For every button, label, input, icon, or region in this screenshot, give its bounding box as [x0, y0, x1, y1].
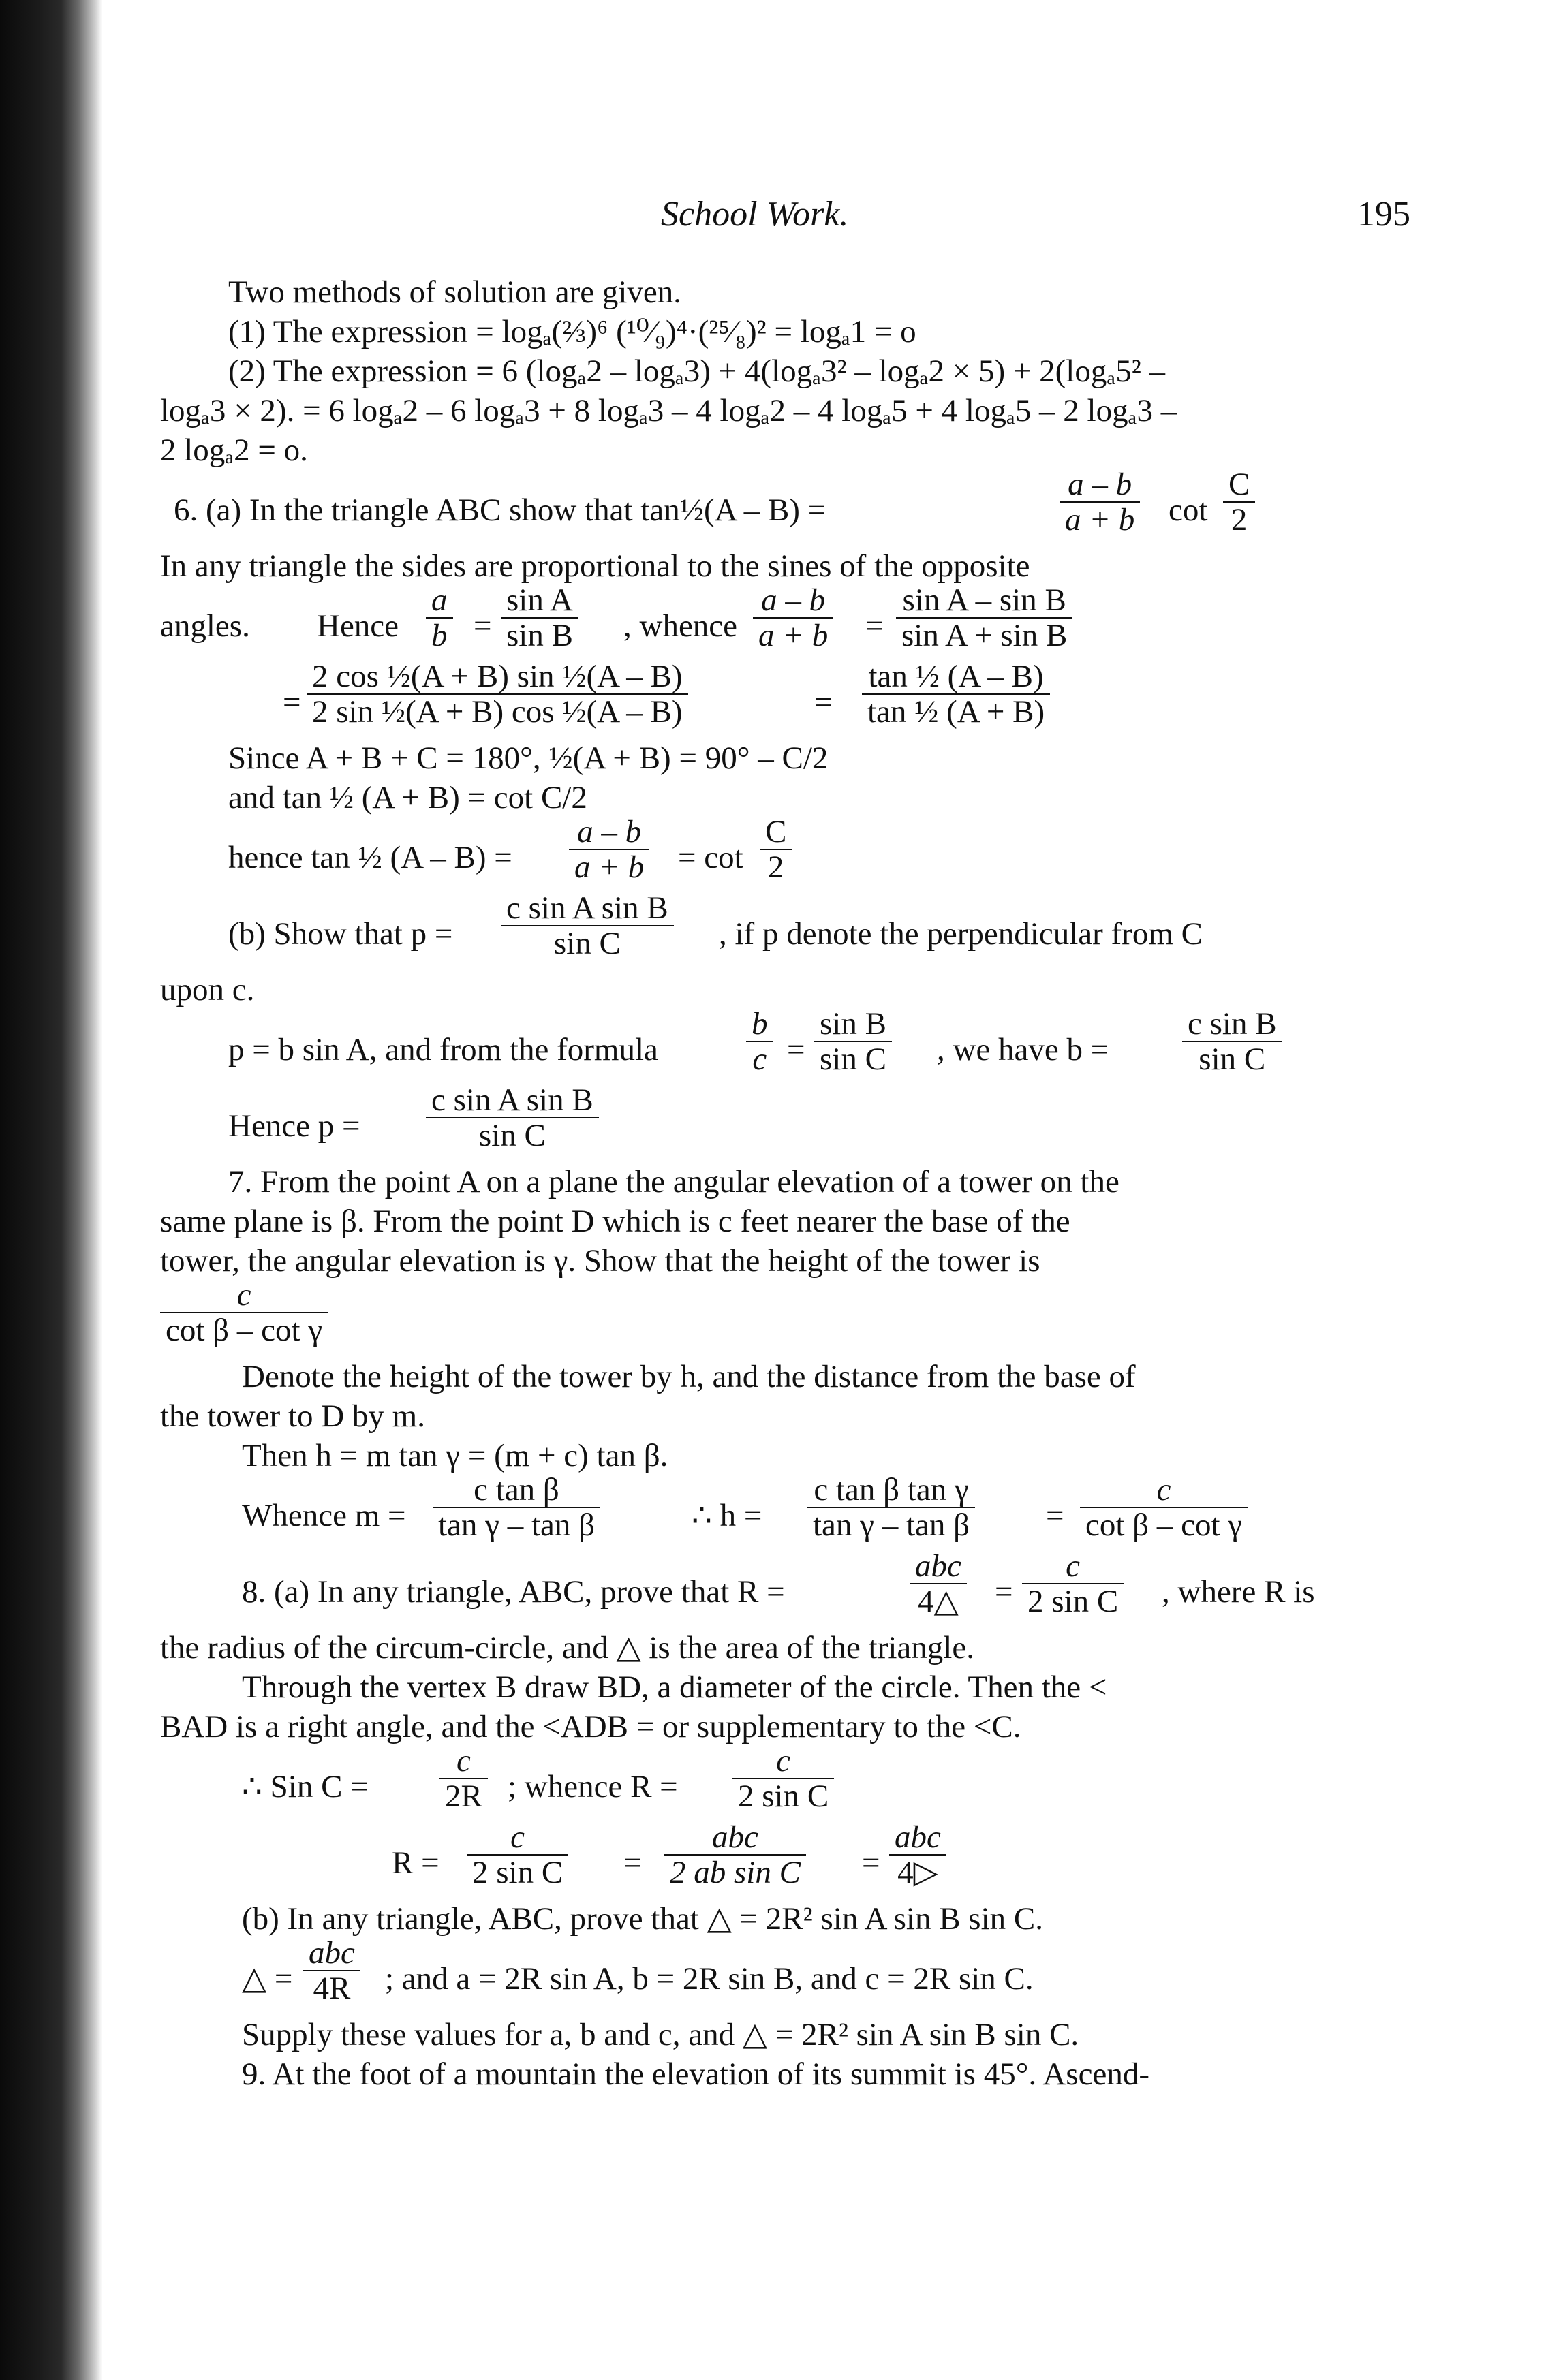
- formula-line: [160, 1743, 1407, 1823]
- numerator: C: [1223, 467, 1255, 503]
- numerator: c sin A sin B: [426, 1083, 599, 1118]
- numerator: c sin A sin B: [501, 891, 674, 926]
- denominator: 2 sin ½(A + B) cos ½(A – B): [312, 694, 683, 730]
- denominator: sin C: [1199, 1042, 1266, 1077]
- line-text: △ =: [242, 1961, 293, 1997]
- problem-8a-statement: [160, 1548, 1407, 1628]
- fraction: [732, 1743, 834, 1816]
- equals-sign: =: [814, 685, 833, 720]
- formula-line: [160, 1819, 1407, 1899]
- denominator: sin A + sin B: [901, 618, 1068, 653]
- text-line: [160, 1707, 1407, 1747]
- line-text: ∴ h =: [692, 1498, 762, 1533]
- line-text: 2 logₐ2 = o.: [160, 433, 308, 468]
- denominator: cot β – cot γ: [1085, 1507, 1243, 1543]
- denominator: cot β – cot γ: [166, 1313, 323, 1348]
- line-text: R =: [392, 1845, 439, 1881]
- fraction: [814, 1006, 892, 1079]
- line-text: = cot: [678, 840, 743, 875]
- text-line: [160, 1667, 1407, 1707]
- equals-sign: =: [474, 608, 492, 644]
- fraction: [303, 1935, 360, 2008]
- page-number: 195: [1357, 195, 1410, 234]
- text-line: [160, 351, 1407, 391]
- denominator: sin C: [478, 1118, 546, 1153]
- text-line: [160, 2015, 1407, 2054]
- text-line: [160, 1899, 1407, 1939]
- fraction: [569, 814, 649, 887]
- book-spine-edge: [0, 0, 102, 2380]
- line-text: In any triangle the sides are proportional to the sines of the opposite: [160, 548, 1030, 584]
- line-text: ; and a = 2R sin A, b = 2R sin B, and c = 2R sin C.: [385, 1961, 1034, 1997]
- line-text: Hence p =: [228, 1108, 360, 1144]
- line-text: Then h = m tan γ = (m + c) tan β.: [242, 1438, 668, 1473]
- fraction: [746, 1006, 773, 1079]
- numerator: c: [1080, 1473, 1248, 1508]
- page-header: [225, 194, 1410, 249]
- line-text: logₐ3 × 2). = 6 logₐ2 – 6 logₐ3 + 8 logₐ3 – 4 logₐ2 – 4 logₐ5 + 4 logₐ5 – 2 logₐ3 –: [160, 393, 1177, 428]
- numerator: 2 cos ½(A + B) sin ½(A – B): [307, 659, 688, 695]
- text-line: [160, 430, 1407, 470]
- fraction: [501, 890, 674, 963]
- line-text: 9. At the foot of a mountain the elevation of its summit is 45°. Ascend-: [242, 2056, 1149, 2092]
- denominator: 4▷: [897, 1855, 938, 1890]
- numerator: sin B: [814, 1007, 892, 1042]
- line-text: Through the vertex B draw BD, a diameter of the circle. Then the <: [242, 1670, 1107, 1705]
- numerator: a – b: [1060, 467, 1140, 503]
- numerator: c: [439, 1744, 488, 1779]
- line-text: , we have b =: [937, 1032, 1109, 1067]
- denominator: a + b: [758, 618, 829, 653]
- line-text: 7. From the point A on a plane the angular elevation of a tower on the: [228, 1164, 1119, 1200]
- numerator: c: [732, 1744, 834, 1779]
- fraction: [1080, 1472, 1248, 1545]
- line-text: Supply these values for a, b and c, and △ = 2R² sin A sin B sin C.: [242, 2017, 1079, 2052]
- denominator: 2 sin C: [738, 1779, 829, 1814]
- fraction: [807, 1472, 975, 1545]
- line-text: ; whence R =: [508, 1769, 678, 1804]
- denominator: a + b: [1065, 502, 1135, 537]
- page-body: [160, 272, 1407, 2094]
- denominator: a + b: [574, 849, 645, 885]
- statement-text: 6. (a) In the triangle ABC show that tan½(A – B) =: [174, 492, 826, 528]
- line-text: hence tan ½ (A – B) =: [228, 840, 512, 875]
- numerator: abc: [889, 1820, 946, 1856]
- line-text: 8. (a) In any triangle, ABC, prove that R =: [242, 1574, 785, 1610]
- equals-sign: =: [623, 1845, 642, 1881]
- formula-line: [160, 1277, 1407, 1357]
- fraction: [439, 1743, 488, 1816]
- fraction: [896, 582, 1072, 655]
- fraction: [753, 582, 833, 655]
- numerator: abc: [910, 1549, 967, 1584]
- denominator: sin C: [820, 1042, 886, 1077]
- line-text: angles.: [160, 608, 250, 644]
- equals-sign: =: [787, 1032, 805, 1067]
- fraction: [160, 1277, 328, 1350]
- fraction: [862, 659, 1050, 732]
- numerator: a – b: [569, 815, 649, 850]
- numerator: sin A: [501, 583, 578, 619]
- text-line: [160, 1628, 1407, 1667]
- line-text: Denote the height of the tower by h, and the distance from the base of: [242, 1359, 1136, 1394]
- text-line: [160, 391, 1407, 430]
- numerator: b: [746, 1007, 773, 1042]
- text-line: [160, 1396, 1407, 1436]
- line-text: ∴ Sin C =: [242, 1769, 369, 1804]
- fraction: [664, 1819, 806, 1892]
- line-text: the radius of the circum-circle, and △ is the area of the triangle.: [160, 1630, 974, 1665]
- fraction: [1223, 467, 1255, 539]
- line-text: , whence: [623, 608, 738, 644]
- equals-sign: =: [862, 1845, 880, 1881]
- line-text: , if p denote the perpendicular from C: [719, 916, 1203, 952]
- proportion-line: [160, 582, 1407, 662]
- denominator: 2R: [445, 1779, 482, 1814]
- formula-line: [160, 1472, 1407, 1552]
- line-text: Two methods of solution are given.: [228, 275, 682, 310]
- line-text: Whence m =: [242, 1498, 406, 1533]
- text-line: [160, 1436, 1407, 1475]
- fraction: [467, 1819, 568, 1892]
- line-text: and tan ½ (A + B) = cot C/2: [228, 780, 587, 815]
- denominator: tan γ – tan β: [813, 1507, 970, 1543]
- fraction: [426, 1082, 599, 1155]
- numerator: sin A – sin B: [896, 583, 1072, 619]
- numerator: abc: [664, 1820, 806, 1856]
- line-text: (1) The expression = logₐ(⅔)⁶ (¹⁰⁄₉)⁴·(²⁵⁄₈)² = logₐ1 = o: [228, 314, 916, 349]
- text-line: [160, 2054, 1407, 2094]
- denominator: 2 sin C: [472, 1855, 563, 1890]
- line-text: same plane is β. From the point D which is c feet nearer the base of the: [160, 1204, 1070, 1239]
- text-line: [160, 1162, 1407, 1202]
- fraction: [1060, 467, 1140, 539]
- fraction: [910, 1548, 967, 1621]
- numerator: a – b: [753, 583, 833, 619]
- line-text: , where R is: [1162, 1574, 1315, 1610]
- identity-line: [160, 659, 1407, 738]
- denominator: 4△: [918, 1584, 959, 1619]
- numerator: a: [426, 583, 453, 619]
- text-line: [160, 312, 1407, 351]
- numerator: c: [467, 1820, 568, 1856]
- numerator: c: [160, 1278, 328, 1313]
- line-text: upon c.: [160, 972, 255, 1007]
- equals-sign: =: [1046, 1498, 1064, 1533]
- text-line: [160, 546, 1407, 586]
- numerator: abc: [303, 1936, 360, 1971]
- cot-text: cot: [1169, 492, 1208, 528]
- denominator: 2 ab sin C: [670, 1855, 801, 1890]
- text-line: [160, 272, 1407, 312]
- denominator: sin C: [553, 926, 621, 961]
- denominator: sin B: [506, 618, 573, 653]
- denominator: c: [752, 1042, 767, 1077]
- fraction: [760, 814, 792, 887]
- denominator: 4R: [313, 1971, 351, 2006]
- equals-sign: =: [865, 608, 884, 644]
- line-text: (2) The expression = 6 (logₐ2 – logₐ3) + 4(logₐ3² – logₐ2 × 5) + 2(logₐ5² –: [228, 354, 1166, 389]
- numerator: tan ½ (A – B): [862, 659, 1050, 695]
- denominator: 2: [1231, 502, 1248, 537]
- numerator: C: [760, 815, 792, 850]
- numerator: c tan β tan γ: [807, 1473, 975, 1508]
- line-text: (b) Show that p =: [228, 916, 453, 952]
- running-head: School Work.: [661, 195, 849, 234]
- fraction: [1022, 1548, 1124, 1621]
- line-text: (b) In any triangle, ABC, prove that △ = 2R² sin A sin B sin C.: [242, 1901, 1043, 1937]
- result-line: [160, 814, 1407, 894]
- equals-sign: =: [283, 685, 301, 720]
- line-text: tower, the angular elevation is γ. Show that the height of the tower is: [160, 1243, 1040, 1279]
- numerator: c tan β: [433, 1473, 600, 1508]
- fraction: [433, 1472, 600, 1545]
- fraction: [889, 1819, 946, 1892]
- text-line: [160, 1357, 1407, 1396]
- formula-line: [160, 1935, 1407, 2015]
- fraction: [307, 659, 688, 732]
- line-text: the tower to D by m.: [160, 1398, 425, 1434]
- denominator: 2 sin C: [1027, 1584, 1119, 1619]
- fraction: [426, 582, 453, 655]
- text-line: [160, 738, 1407, 778]
- denominator: 2: [767, 849, 784, 885]
- problem-6b-statement: [160, 890, 1407, 970]
- numerator: c sin B: [1182, 1007, 1282, 1042]
- line-text: p = b sin A, and from the formula: [228, 1032, 658, 1067]
- problem-6a-statement: [160, 467, 1407, 546]
- formula-line: [160, 1006, 1407, 1086]
- text-line: [160, 970, 1407, 1009]
- numerator: c: [1022, 1549, 1124, 1584]
- line-text: BAD is a right angle, and the <ADB = or supplementary to the <C.: [160, 1709, 1021, 1744]
- denominator: b: [431, 618, 448, 653]
- equals-sign: =: [995, 1574, 1013, 1610]
- line-text: Since A + B + C = 180°, ½(A + B) = 90° – C/2: [228, 740, 829, 776]
- denominator: tan ½ (A + B): [867, 694, 1045, 730]
- fraction: [501, 582, 578, 655]
- fraction: [1182, 1006, 1282, 1079]
- text-line: [160, 778, 1407, 817]
- text-line: [160, 1202, 1407, 1241]
- line-text: Hence: [317, 608, 399, 644]
- text-line: [160, 1241, 1407, 1281]
- formula-line: [160, 1082, 1407, 1162]
- denominator: tan γ – tan β: [438, 1507, 596, 1543]
